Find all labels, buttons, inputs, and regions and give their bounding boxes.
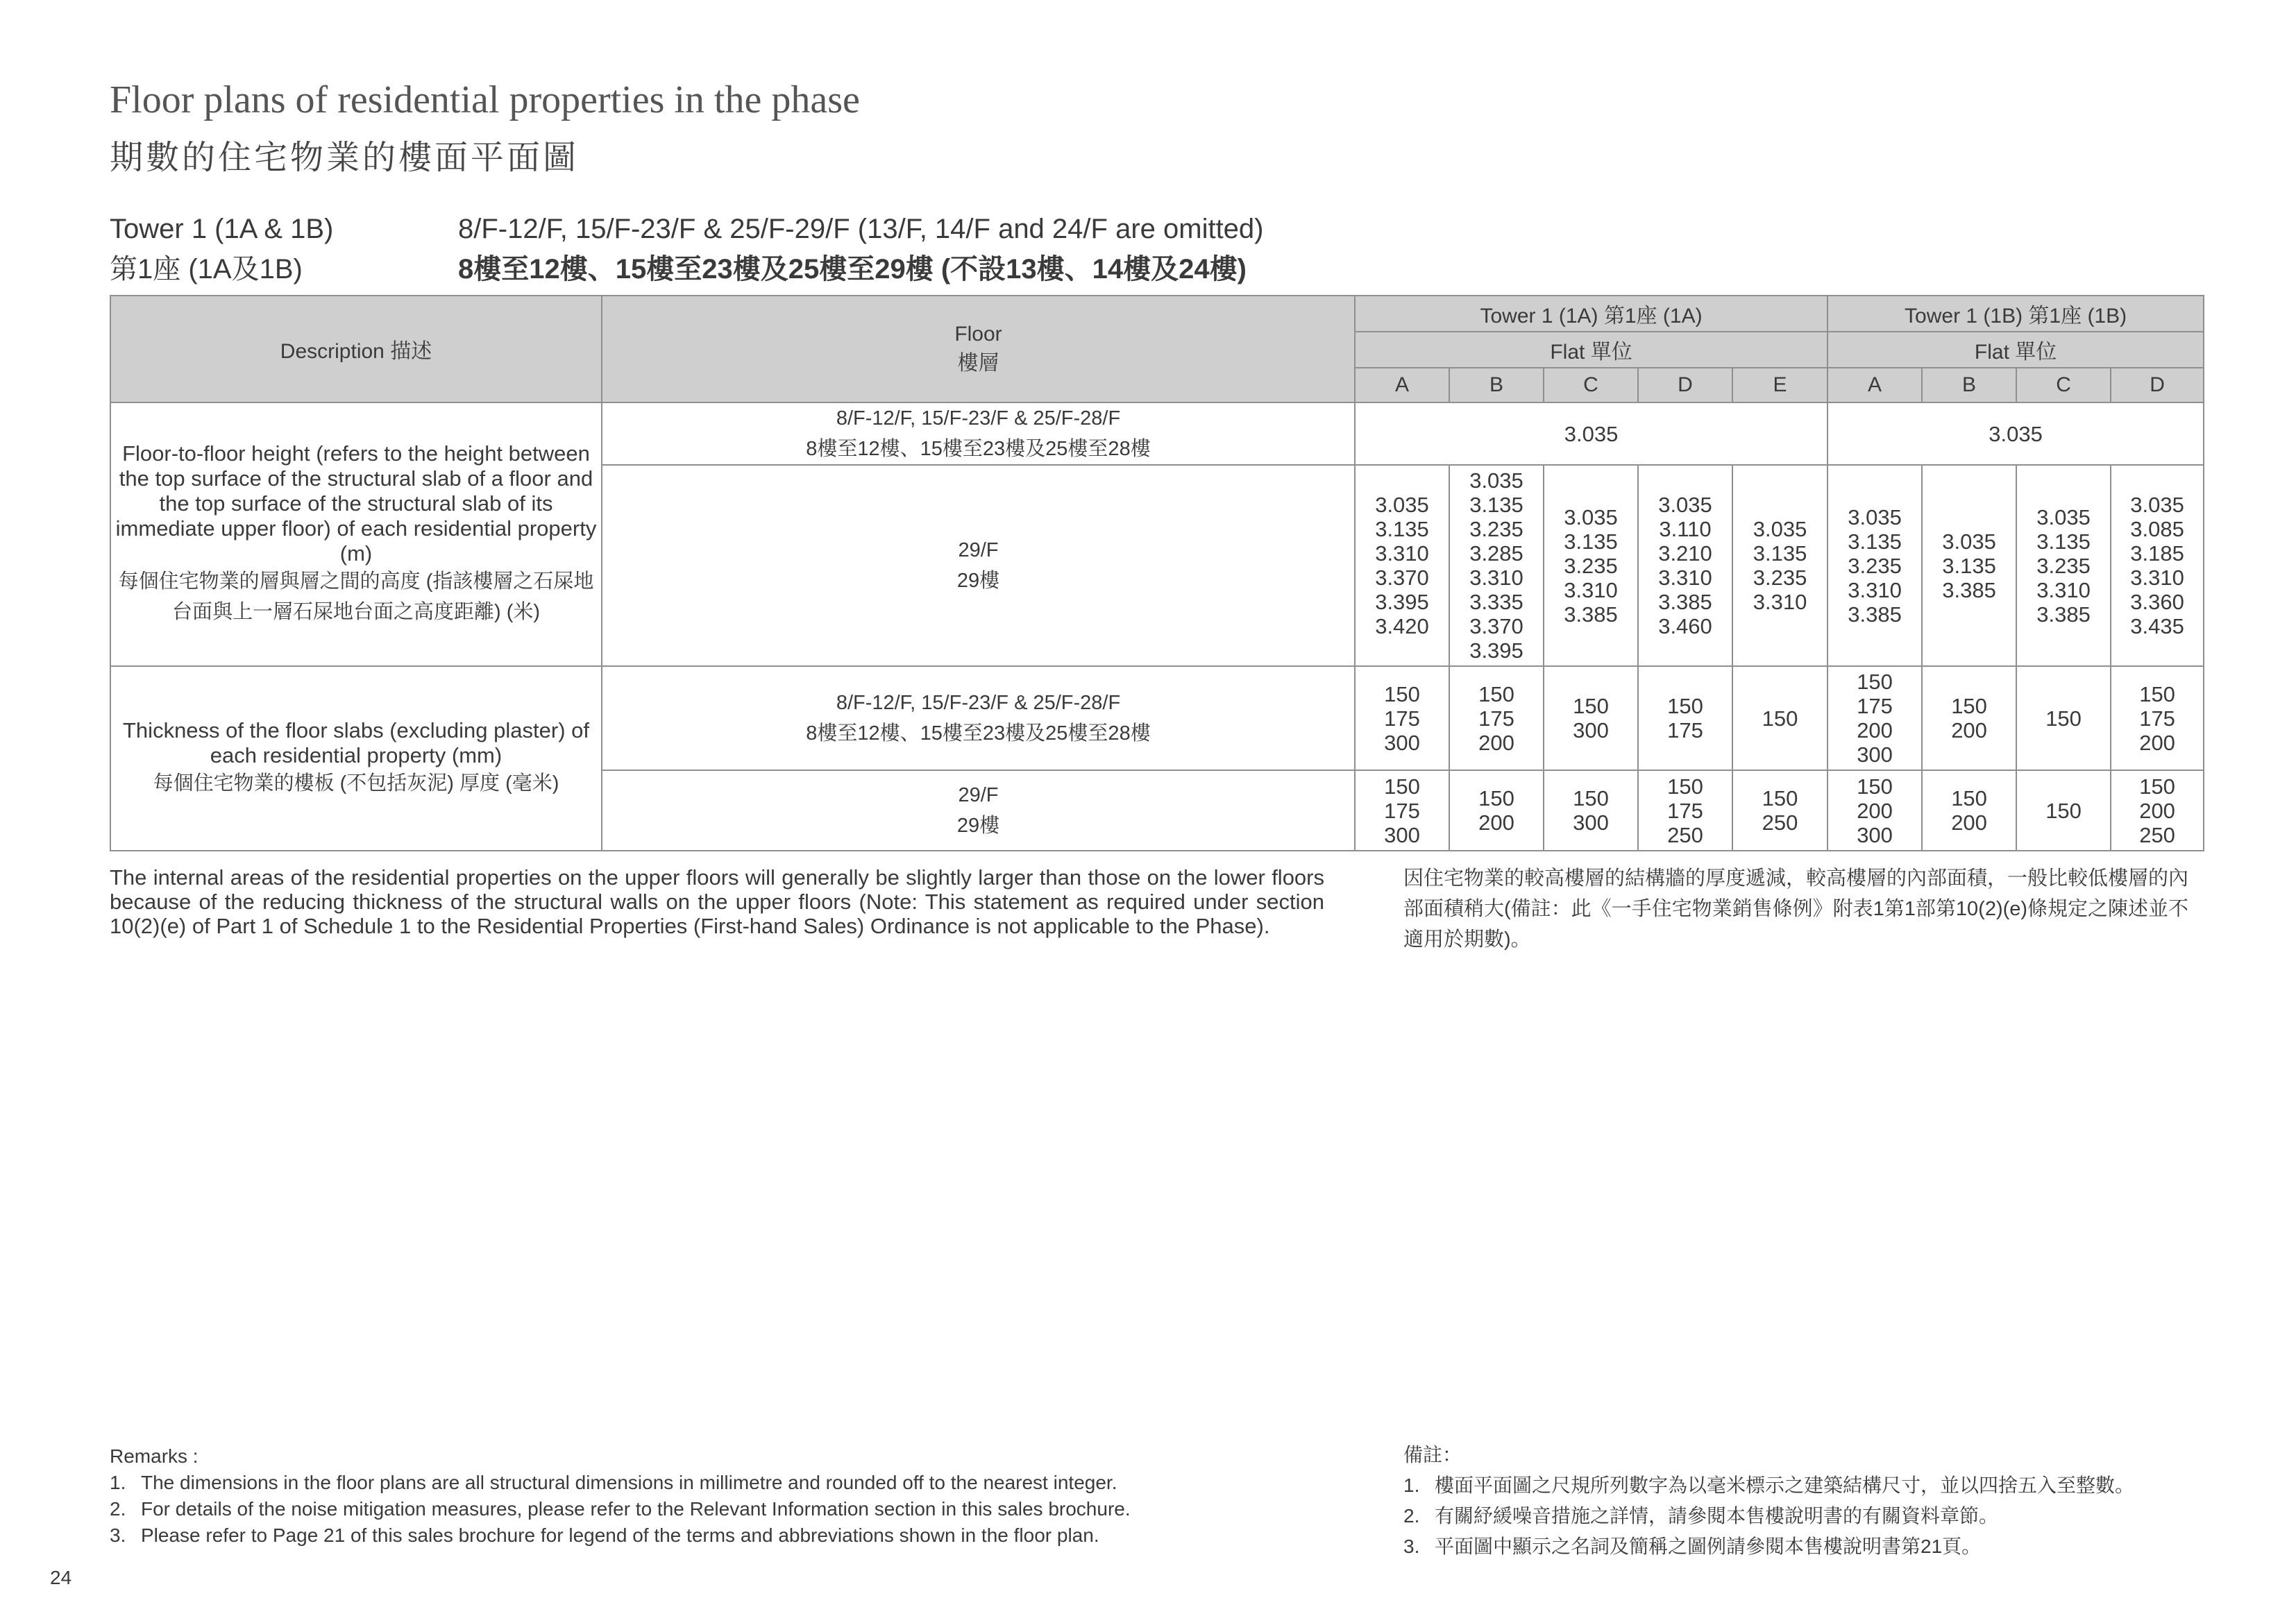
cell-value: 150 xyxy=(2045,706,2082,731)
flat-header-1a: Flat 單位 xyxy=(1355,332,1827,368)
floors-typical-zh: 8樓至12樓、15樓至23樓及25樓至28樓 xyxy=(806,438,1151,460)
height-typical-1b: 3.035 xyxy=(1827,402,2204,465)
flat-1b-a: A xyxy=(1827,368,1922,402)
remark-item xyxy=(110,1522,1131,1549)
cell-value: 175 xyxy=(2139,706,2175,731)
height-typical-1a: 3.035 xyxy=(1355,402,1827,465)
tower-floors-zh: 8樓至12樓、15樓至23樓及25樓至29樓 (不設13樓、14樓及24樓) xyxy=(458,254,1247,284)
cell-value: 3.370 xyxy=(1375,566,1429,590)
cell-value: 3.110 xyxy=(1659,517,1712,541)
cell-value: 3.385 xyxy=(1658,590,1712,614)
flat-1b-c: C xyxy=(2016,368,2111,402)
cell-value: 175 xyxy=(1384,706,1420,731)
thickness-typical-1b-b xyxy=(1922,666,2016,770)
flat-1a-b: B xyxy=(1449,368,1544,402)
remarks-zh xyxy=(1403,1440,2134,1562)
thickness-typical-1a-d xyxy=(1638,666,1732,770)
cell-value: 150 xyxy=(1667,694,1703,718)
thickness-29f-1a-e xyxy=(1732,770,1827,851)
cell-value: 3.310 xyxy=(1848,577,1902,602)
thickness-description-en: Thickness of the floor slabs (excluding plaster) of each residential property (mm) xyxy=(123,718,589,767)
cell-value: 3.035 xyxy=(2130,493,2184,517)
cell-value: 200 xyxy=(1478,730,1514,755)
cell-value: 150 xyxy=(1384,681,1420,706)
height-29f-1a-d xyxy=(1638,465,1732,666)
cell-value: 250 xyxy=(1762,810,1798,835)
floor-header-zh: 樓層 xyxy=(957,352,999,375)
thickness-description-zh: 每個住宅物業的樓板 (不包括灰泥) 厚度 (毫米) xyxy=(153,772,559,794)
remark-number: 3. xyxy=(110,1524,126,1546)
cell-value: 200 xyxy=(2139,730,2175,755)
height-29f-1b-a xyxy=(1827,465,1922,666)
cell-value: 3.385 xyxy=(1564,602,1618,627)
thickness-29f-1b-d xyxy=(2111,770,2204,851)
cell-value: 3.135 xyxy=(2036,529,2091,554)
thickness-floors-typical-en: 8/F-12/F, 15/F-23/F & 25/F-28/F xyxy=(836,692,1121,714)
cell-value: 3.310 xyxy=(1564,577,1618,602)
cell-value: 3.385 xyxy=(1848,602,1902,627)
floor-heights-table xyxy=(110,295,2204,851)
cell-value: 3.035 xyxy=(2036,504,2091,529)
remark-text: The dimensions in the floor plans are all structural dimensions in millimetre and rounded off to the nearest integer. xyxy=(141,1472,1117,1493)
tower-name-en: Tower 1 (1A & 1B) xyxy=(110,214,334,244)
thickness-typical-1a-a xyxy=(1355,666,1449,770)
remark-text-zh: 平面圖中顯示之名詞及簡稱之圖例請參閱本售樓說明書第21頁。 xyxy=(1435,1536,1982,1557)
remark-number-zh: 2. xyxy=(1403,1505,1420,1527)
thickness-29f-1a-a xyxy=(1355,770,1449,851)
height-description xyxy=(110,402,602,666)
cell-value: 3.335 xyxy=(1469,590,1523,614)
thickness-29f-1b-b xyxy=(1922,770,2016,851)
thickness-29f-1a-d xyxy=(1638,770,1732,851)
cell-value: 150 xyxy=(1478,786,1514,810)
flat-1b-d: D xyxy=(2111,368,2204,402)
height-29f-1b-d xyxy=(2111,465,2204,666)
cell-value: 3.360 xyxy=(2130,590,2184,614)
internal-area-note-zh: 因住宅物業的較高樓層的結構牆的厚度遞減，較高樓層的內部面積，一般比較低樓層的內部面積稍大(備註：此《一手住宅物業銷售條例》附表1第1部第10(2)(e)條規定之陳述並不適用於期數)。 xyxy=(1403,867,2189,951)
cell-value: 3.135 xyxy=(1375,517,1429,541)
cell-value: 200 xyxy=(1951,810,1987,835)
cell-value: 3.460 xyxy=(1658,614,1712,638)
flat-1a-c: C xyxy=(1544,368,1638,402)
cell-value: 3.310 xyxy=(1469,566,1523,590)
remark-text: Please refer to Page 21 of this sales brochure for legend of the terms and abbreviations shown in the floor plan. xyxy=(141,1524,1099,1546)
cell-value: 3.395 xyxy=(1469,638,1523,663)
height-description-en: Floor-to-floor height (refers to the height between the top surface of the structural slab of a floor and the top surface of the structural slab of its immediate upper floor) of each residential property (m) xyxy=(115,441,597,566)
description-header: Description 描述 xyxy=(110,296,602,402)
height-typical-floors xyxy=(602,402,1355,465)
remark-number: 1. xyxy=(110,1472,126,1493)
cell-value: 3.435 xyxy=(2130,614,2184,638)
floor-header-en: Floor xyxy=(954,323,1002,346)
cell-value: 3.235 xyxy=(1564,553,1618,578)
thickness-29f-1a-c xyxy=(1544,770,1638,851)
cell-value: 150 xyxy=(1573,694,1609,718)
cell-value: 150 xyxy=(2045,798,2082,823)
tower-floors-en: 8/F-12/F, 15/F-23/F & 25/F-29/F (13/F, 14/F and 24/F are omitted) xyxy=(458,214,1264,244)
thickness-typical-1a-c xyxy=(1544,666,1638,770)
remarks-title-zh: 備註： xyxy=(1403,1444,1462,1465)
tower-name-zh: 第1座 (1A及1B) xyxy=(110,254,303,284)
cell-value: 150 xyxy=(1478,681,1514,706)
floor-29f-zh: 29樓 xyxy=(956,570,1000,592)
cell-value: 150 xyxy=(1384,774,1420,799)
cell-value: 150 xyxy=(1573,786,1609,810)
tower-1b-header: Tower 1 (1B) 第1座 (1B) xyxy=(1827,296,2204,332)
cell-value: 300 xyxy=(1384,822,1420,847)
thickness-floor-29f-en: 29/F xyxy=(958,784,999,806)
floor-29f-en: 29/F xyxy=(958,539,999,561)
cell-value: 3.135 xyxy=(1942,553,1996,578)
cell-value: 150 xyxy=(2139,681,2175,706)
thickness-29f-1b-c xyxy=(2016,770,2111,851)
cell-value: 300 xyxy=(1857,822,1893,847)
height-description-zh: 每個住宅物業的層與層之間的高度 (指該樓層之石屎地台面與上一層石屎地台面之高度距離) (米) xyxy=(118,570,594,623)
cell-value: 3.135 xyxy=(1564,529,1618,554)
remark-text: For details of the noise mitigation measures, please refer to the Relevant Information section in this sales brochure. xyxy=(141,1498,1131,1520)
cell-value: 150 xyxy=(1857,670,1893,694)
cell-value: 3.420 xyxy=(1375,614,1429,638)
cell-value: 3.310 xyxy=(1753,590,1807,614)
cell-value: 175 xyxy=(1667,798,1703,823)
cell-value: 150 xyxy=(2139,774,2175,799)
cell-value: 3.185 xyxy=(2130,541,2184,566)
flat-1a-d: D xyxy=(1638,368,1732,402)
flat-header-1b: Flat 單位 xyxy=(1827,332,2204,368)
remark-item xyxy=(110,1470,1131,1496)
cell-value: 300 xyxy=(1573,810,1609,835)
cell-value: 3.310 xyxy=(2036,577,2091,602)
cell-value: 250 xyxy=(2139,822,2175,847)
cell-value: 3.085 xyxy=(2130,517,2184,541)
cell-value: 3.135 xyxy=(1469,493,1523,517)
tower-1a-header: Tower 1 (1A) 第1座 (1A) xyxy=(1355,296,1827,332)
flat-1a-e: E xyxy=(1732,368,1827,402)
cell-value: 3.310 xyxy=(1658,566,1712,590)
cell-value: 150 xyxy=(1762,786,1798,810)
cell-value: 3.385 xyxy=(1942,577,1996,602)
remarks-en xyxy=(110,1443,1131,1549)
cell-value: 200 xyxy=(1951,718,1987,742)
remark-number-zh: 3. xyxy=(1403,1536,1420,1557)
cell-value: 250 xyxy=(1667,822,1703,847)
thickness-typical-1b-a xyxy=(1827,666,1922,770)
cell-value: 3.395 xyxy=(1375,590,1429,614)
cell-value: 150 xyxy=(1951,694,1987,718)
flat-1b-b: B xyxy=(1922,368,2016,402)
cell-value: 3.035 xyxy=(1469,468,1523,493)
height-29f-1a-c xyxy=(1544,465,1638,666)
cell-value: 3.235 xyxy=(2036,553,2091,578)
remark-text-zh: 有關紓緩噪音措施之詳情，請參閱本售樓說明書的有關資料章節。 xyxy=(1435,1505,1999,1527)
cell-value: 3.285 xyxy=(1469,541,1523,566)
cell-value: 150 xyxy=(1857,774,1893,799)
page-title-en: Floor plans of residential properties in the phase xyxy=(110,78,860,121)
cell-value: 150 xyxy=(1951,786,1987,810)
cell-value: 175 xyxy=(1667,718,1703,742)
cell-value: 3.235 xyxy=(1848,553,1902,578)
height-29f-1b-c xyxy=(2016,465,2111,666)
thickness-floor-29f-zh: 29樓 xyxy=(956,815,1000,837)
cell-value: 175 xyxy=(1857,694,1893,718)
cell-value: 3.035 xyxy=(1564,504,1618,529)
remark-text-zh: 樓面平面圖之尺規所列數字為以毫米標示之建築結構尺寸，並以四捨五入至整數。 xyxy=(1435,1475,2135,1496)
height-29f-1b-b xyxy=(1922,465,2016,666)
cell-value: 3.035 xyxy=(1753,517,1807,541)
cell-value: 300 xyxy=(1857,742,1893,767)
cell-value: 3.035 xyxy=(1658,493,1712,517)
cell-value: 3.370 xyxy=(1469,614,1523,638)
cell-value: 150 xyxy=(1667,774,1703,799)
page-title-zh: 期數的住宅物業的樓面平面圖 xyxy=(110,138,580,177)
cell-value: 3.210 xyxy=(1658,541,1712,566)
remarks-title-en: Remarks : xyxy=(110,1445,199,1467)
thickness-29f-1a-b xyxy=(1449,770,1544,851)
cell-value: 3.310 xyxy=(1375,541,1429,566)
remark-number: 2. xyxy=(110,1498,126,1520)
cell-value: 3.135 xyxy=(1848,529,1902,554)
height-29f-floor xyxy=(602,465,1355,666)
page-number: 24 xyxy=(50,1567,72,1588)
thickness-typical-1a-e xyxy=(1732,666,1827,770)
thickness-typical-floors xyxy=(602,666,1355,770)
cell-value: 300 xyxy=(1384,730,1420,755)
cell-value: 200 xyxy=(1857,718,1893,742)
thickness-29f-floor xyxy=(602,770,1355,851)
remark-item-zh xyxy=(1403,1531,2134,1562)
remark-item xyxy=(110,1496,1131,1522)
cell-value: 3.310 xyxy=(2130,566,2184,590)
height-29f-1a-e xyxy=(1732,465,1827,666)
remark-item-zh xyxy=(1403,1470,2134,1501)
floors-typical-en: 8/F-12/F, 15/F-23/F & 25/F-28/F xyxy=(836,407,1121,430)
remark-number-zh: 1. xyxy=(1403,1475,1420,1496)
remark-item-zh xyxy=(1403,1501,2134,1531)
height-29f-1a-b xyxy=(1449,465,1544,666)
cell-value: 200 xyxy=(1478,810,1514,835)
cell-value: 3.035 xyxy=(1848,504,1902,529)
cell-value: 3.235 xyxy=(1753,566,1807,590)
cell-value: 300 xyxy=(1573,718,1609,742)
cell-value: 200 xyxy=(2139,798,2175,823)
thickness-description xyxy=(110,666,602,851)
thickness-typical-1b-d xyxy=(2111,666,2204,770)
cell-value: 175 xyxy=(1384,798,1420,823)
flat-1a-a: A xyxy=(1355,368,1449,402)
cell-value: 3.035 xyxy=(1375,493,1429,517)
cell-value: 3.135 xyxy=(1753,541,1807,566)
floor-header xyxy=(602,296,1355,402)
thickness-floors-typical-zh: 8樓至12樓、15樓至23樓及25樓至28樓 xyxy=(806,722,1151,745)
cell-value: 150 xyxy=(1762,706,1798,731)
thickness-typical-1a-b xyxy=(1449,666,1544,770)
thickness-typical-1b-c xyxy=(2016,666,2111,770)
height-29f-1a-a xyxy=(1355,465,1449,666)
cell-value: 175 xyxy=(1478,706,1514,731)
cell-value: 3.035 xyxy=(1942,529,1996,554)
thickness-29f-1b-a xyxy=(1827,770,1922,851)
cell-value: 3.235 xyxy=(1469,517,1523,541)
cell-value: 200 xyxy=(1857,798,1893,823)
internal-area-note-en: The internal areas of the residential properties on the upper floors will generally be slightly larger than those on the lower floors because of the reducing thickness of the structural walls on the upper floors (Note: This statement as required under section 10(2)(e) of Part 1 of Schedule 1 to the Residential Properties (First-hand Sales) Ordinance is not applicable to the Phase). xyxy=(110,865,1324,938)
cell-value: 3.385 xyxy=(2036,602,2091,627)
